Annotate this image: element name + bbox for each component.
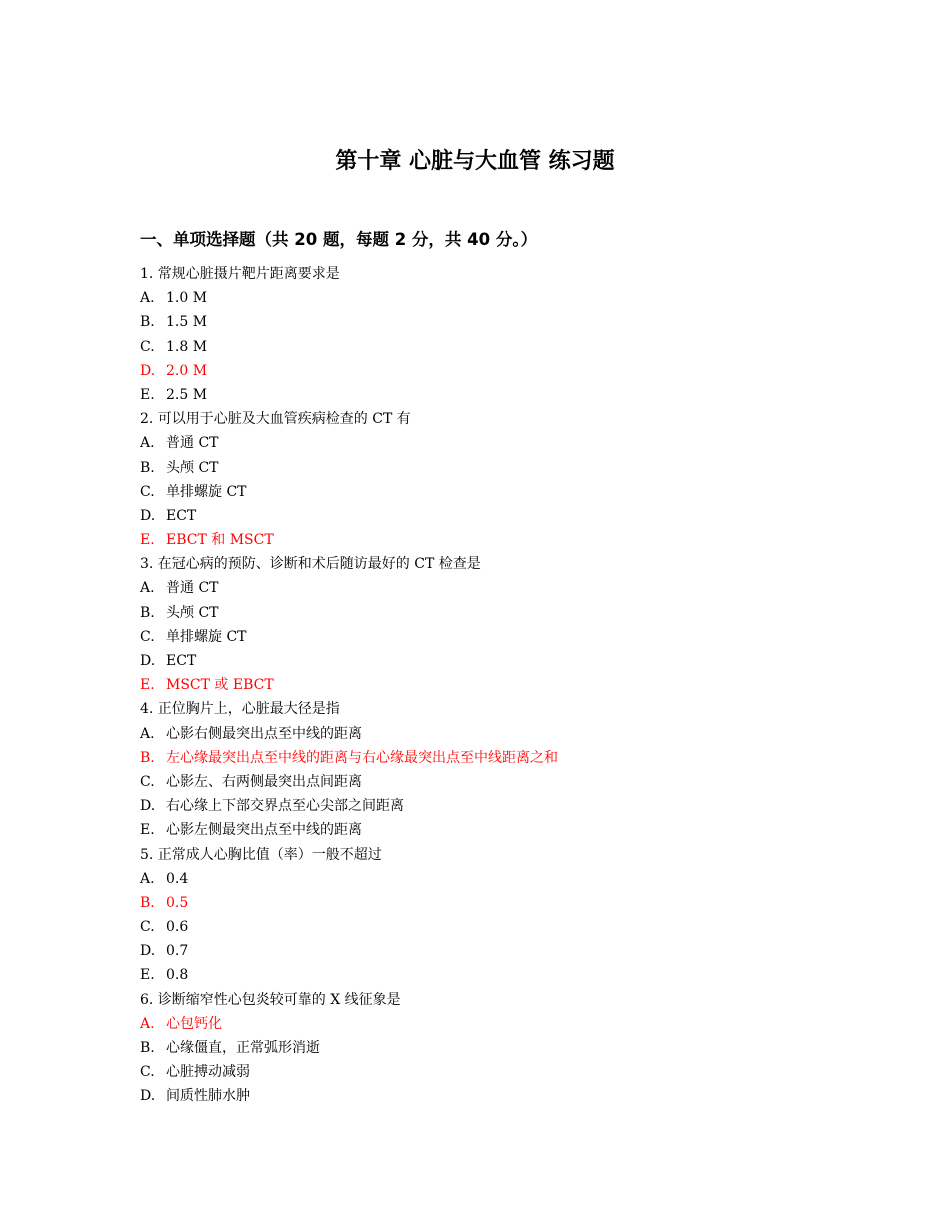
- answer-option: [140, 649, 840, 673]
- option-text: MSCT 或 EBCT: [166, 677, 274, 694]
- answer-option-correct: [140, 891, 840, 915]
- option-letter: A.: [140, 725, 155, 742]
- option-text: 1.0 M: [166, 290, 208, 307]
- answer-option: [140, 915, 840, 939]
- option-text: 0.7: [166, 943, 189, 960]
- option-text: 2.5 M: [166, 386, 208, 403]
- answer-option: [140, 456, 840, 480]
- question-stem: 1. 常规心脏摄片靶片距离要求是: [140, 266, 340, 282]
- answer-option: [140, 794, 840, 818]
- answer-option: [140, 601, 840, 625]
- question-stem: 4. 正位胸片上，心脏最大径是指: [140, 701, 340, 718]
- option-text: 心影左、右两侧最突出点间距离: [166, 773, 362, 790]
- option-text: 心脏搏动减弱: [166, 1064, 250, 1081]
- option-letter: D.: [140, 1088, 156, 1105]
- option-letter: D.: [140, 362, 156, 379]
- option-letter: D.: [140, 507, 156, 524]
- option-letter: A.: [140, 580, 155, 597]
- option-text: 普通 CT: [166, 435, 219, 452]
- option-text: 0.4: [166, 870, 189, 887]
- answer-option-correct: [140, 359, 840, 383]
- option-text: 心缘僵直，正常弧形消逝: [166, 1040, 320, 1056]
- option-text: 普通 CT: [166, 580, 219, 597]
- option-letter: B.: [140, 749, 155, 766]
- option-letter: B.: [140, 459, 155, 476]
- answer-option: [140, 431, 840, 455]
- option-text: 右心缘上下部交界点至心尖部之间距离: [166, 798, 404, 815]
- option-text: 0.5: [166, 894, 189, 911]
- answer-option: [140, 310, 840, 334]
- answer-option: [140, 576, 840, 600]
- option-letter: A.: [140, 1015, 155, 1032]
- option-text: 间质性肺水肿: [166, 1088, 250, 1105]
- option-letter: C.: [140, 483, 155, 500]
- option-letter: B.: [140, 314, 155, 331]
- answer-option: [140, 625, 840, 649]
- answer-option-correct: [140, 528, 840, 552]
- option-letter: E.: [140, 677, 155, 694]
- question-list: [140, 262, 840, 1109]
- option-text: 心影左侧最突出点至中线的距离: [166, 822, 362, 839]
- answer-option: [140, 722, 840, 746]
- answer-option: [140, 963, 840, 987]
- option-letter: E.: [140, 386, 155, 403]
- option-letter: A.: [140, 290, 155, 307]
- answer-option: [140, 504, 840, 528]
- option-text: 头颅 CT: [166, 604, 219, 621]
- option-text: EBCT 和 MSCT: [166, 532, 274, 549]
- option-text: 心影右侧最突出点至中线的距离: [166, 725, 362, 742]
- option-text: ECT: [166, 653, 197, 669]
- option-letter: D.: [140, 943, 156, 960]
- option-letter: B.: [140, 1040, 155, 1056]
- option-text: 头颅 CT: [166, 459, 219, 476]
- answer-option-correct: [140, 673, 840, 697]
- answer-option-correct: [140, 1012, 840, 1036]
- option-letter: A.: [140, 870, 155, 887]
- answer-option: [140, 939, 840, 963]
- option-text: 1.8 M: [166, 338, 208, 355]
- answer-option-correct: [140, 746, 840, 770]
- question-stem: 5. 正常成人心胸比值（率）一般不超过: [140, 846, 382, 863]
- option-letter: A.: [140, 435, 155, 452]
- answer-option: [140, 480, 840, 504]
- option-letter: C.: [140, 773, 155, 790]
- option-letter: D.: [140, 798, 156, 815]
- page-title: 第十章 心脏与大血管 练习题: [335, 149, 615, 174]
- question-stem: 6. 诊断缩窄性心包炎较可靠的 X 线征象是: [140, 991, 401, 1008]
- option-letter: D.: [140, 653, 156, 669]
- question-stem: 3. 在冠心病的预防、诊断和术后随访最好的 CT 检查是: [140, 556, 481, 573]
- option-text: 2.0 M: [166, 362, 208, 379]
- option-letter: E.: [140, 532, 155, 549]
- option-letter: C.: [140, 919, 155, 936]
- option-text: 心包钙化: [166, 1015, 222, 1032]
- section-heading: 一、单项选择题（共 20 题，每题 2 分，共 40 分。）: [140, 230, 538, 249]
- option-letter: B.: [140, 894, 155, 911]
- question-stem: 2. 可以用于心脏及大血管疾病检查的 CT 有: [140, 411, 411, 428]
- answer-option: [140, 1060, 840, 1084]
- option-text: 0.8: [166, 967, 189, 984]
- option-letter: E.: [140, 967, 155, 984]
- answer-option: [140, 818, 840, 842]
- answer-option: [140, 770, 840, 794]
- answer-option: [140, 286, 840, 310]
- answer-option: [140, 335, 840, 359]
- option-letter: B.: [140, 604, 155, 621]
- answer-option: [140, 1036, 840, 1060]
- option-text: 0.6: [166, 919, 189, 936]
- answer-option: [140, 867, 840, 891]
- option-letter: C.: [140, 1064, 155, 1081]
- option-text: ECT: [166, 507, 197, 524]
- answer-option: [140, 1084, 840, 1108]
- option-text: 左心缘最突出点至中线的距离与右心缘最突出点至中线距离之和: [166, 749, 558, 766]
- option-text: 单排螺旋 CT: [166, 628, 247, 645]
- option-letter: E.: [140, 822, 155, 839]
- option-letter: C.: [140, 628, 155, 645]
- option-text: 1.5 M: [166, 314, 208, 331]
- option-letter: C.: [140, 338, 155, 355]
- answer-option: [140, 383, 840, 407]
- option-text: 单排螺旋 CT: [166, 483, 247, 500]
